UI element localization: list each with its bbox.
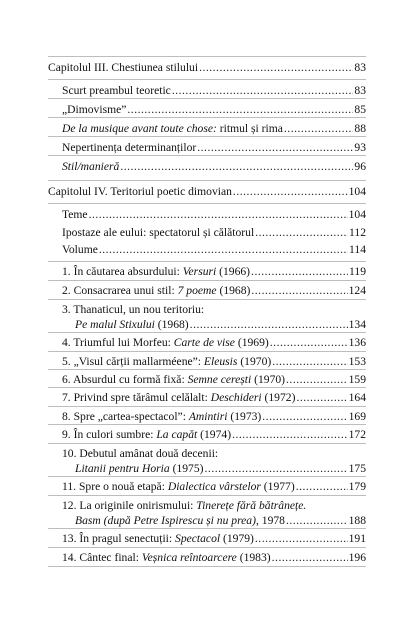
entry-title [62,336,269,350]
entry-title-year: (1966) [216,265,251,278]
page-number: 85 [354,103,366,116]
entry-title-year: (1974) [197,428,232,441]
dot-leader [272,355,347,369]
page-number: 96 [354,160,366,173]
entry-title-rest: ritmul și rima [216,122,283,135]
dot-leader [251,265,348,279]
page-number: 134 [348,318,366,331]
entry-title [62,428,231,442]
entry-title [62,122,283,136]
toc-entry[interactable] [62,391,366,405]
entry-title [62,284,250,298]
dot-leader [197,141,353,155]
entry-title-italic: La capăt [156,428,198,441]
entry-title-line2 [75,514,285,528]
separator-line [48,299,366,300]
toc-entry[interactable] [62,243,366,257]
toc-entry[interactable] [62,265,366,279]
entry-title-line1: 10. Debutul amânat două decenii: [62,447,219,460]
entry-title-italic: Tinerețe fără bătrânețe. [196,499,307,512]
dot-leader [120,160,353,174]
entry-title-year: (1983) [236,551,271,564]
dot-leader [190,318,348,332]
toc-entry[interactable] [62,410,366,424]
chapter-3-entry[interactable] [48,61,366,75]
entry-title-prefix: 8. Spre „cartea-spectacol”: [62,410,189,423]
dot-leader [205,462,348,476]
page-number: 119 [349,265,366,278]
entry-title-year: (1970) [251,373,286,386]
page-number: 179 [348,480,366,493]
toc-entry[interactable] [62,428,366,442]
separator-line [48,476,366,477]
separator-line [48,547,366,548]
entry-title-line1: 3. Thanaticul, un nou teritoriu: [62,303,205,316]
entry-title-italic: Semne cerești [187,373,252,386]
dot-leader [255,226,348,240]
toc-entry[interactable] [62,480,366,494]
page-number: 112 [349,226,366,239]
toc-entry[interactable] [62,355,366,369]
page-number: 172 [348,428,366,441]
page-number: 159 [348,373,366,386]
entry-title [62,410,261,424]
entry-title-italic: Versuri [182,265,217,278]
entry-title [62,265,250,279]
separator-line [48,332,366,333]
page-number: 93 [354,141,366,154]
separator-line [48,528,366,529]
dot-leader [172,84,354,98]
entry-title: Scurt preambul teoretic [62,84,171,97]
page-number: 153 [348,355,366,368]
dot-leader [296,480,348,494]
toc-entry[interactable] [62,141,366,155]
entry-title-prefix: 4. Triumful lui Morfeu: [62,336,174,349]
entry-title-italic: Dialectica vârstelor [167,480,261,493]
entry-title-prefix: 7. Privind spre tărâmul celălalt: [62,391,211,404]
dot-leader [99,243,348,257]
entry-title [62,160,119,174]
chapter-title: Capitolul IV. Teritoriul poetic dimovian [48,185,232,198]
dot-leader [262,410,347,424]
entry-title-prefix: 9. În culori sumbre: [62,428,157,441]
entry-title-year: (1969) [234,336,269,349]
entry-title-prefix: 12. La originile onirismului: [62,499,197,512]
separator-line [48,56,366,57]
entry-title-line2 [75,462,204,476]
separator-line [48,155,366,156]
entry-title-prefix: 13. În pragul senectuții: [62,532,176,545]
dot-leader [286,514,348,528]
entry-title-italic: Litanii pentru Horia [75,462,170,475]
separator-line [48,261,366,262]
entry-title-year: (1979) [220,532,254,545]
toc-entry[interactable] [62,336,366,350]
separator-line [48,203,366,204]
separator-line [48,443,366,444]
separator-line [48,406,366,407]
separator-line [48,136,366,137]
entry-title-year: (1972) [261,391,296,404]
toc-entry[interactable] [62,208,366,222]
page-number: 164 [348,391,366,404]
entry-title-italic: De la musique avant toute chose: [62,122,217,135]
entry-title [62,480,295,494]
dot-leader [270,336,348,350]
entry-title: Nepertinența determinanților [62,141,197,154]
toc-entry[interactable] [75,462,366,476]
separator-line [48,424,366,425]
entry-title: Volume [62,243,98,256]
entry-title [62,551,271,565]
page-number: 136 [348,336,366,349]
entry-title [62,373,285,387]
entry-title: Ipostaze ale eului: spectatorul și călătorul [62,226,255,239]
separator-line [48,495,366,496]
entry-title-year: (1975) [169,462,204,475]
entry-title-line2 [75,318,189,332]
page-number: 83 [354,61,366,74]
entry-title: Teme [62,208,88,221]
dot-leader [232,428,348,442]
entry-title-italic: Basm (după Petre Ispirescu și nu prea) [75,514,256,527]
separator-line [48,369,366,370]
page-number: 104 [348,208,366,221]
entry-title-year: (1973) [227,410,262,423]
toc-entry[interactable] [75,514,366,528]
entry-title-year: (1968) [154,318,189,331]
page-number: 114 [349,243,366,256]
dot-leader [251,284,347,298]
dot-leader [296,391,347,405]
dot-leader [286,373,348,387]
toc-entry[interactable] [62,103,366,117]
toc-entry[interactable] [62,226,366,240]
entry-title-italic: Spectacol [175,532,221,545]
separator-line [48,280,366,281]
page-number: 169 [348,410,366,423]
page-number: 188 [348,514,366,527]
entry-title-prefix: 2. Consacrarea unui stil: [62,284,178,297]
entry-title-prefix: 14. Cântec final: [62,551,142,564]
separator-line [48,387,366,388]
entry-title-year: (1977) [260,480,295,493]
page-number: 88 [354,122,366,135]
toc-entry[interactable] [75,318,366,332]
separator-line [48,351,366,352]
toc-entry[interactable] [62,284,366,298]
entry-title-prefix: 6. Absurdul cu formă fixă: [62,373,188,386]
entry-title-year: , 1978 [255,514,285,527]
dot-leader [127,103,353,117]
page-number: 191 [348,532,366,545]
separator-line [48,79,366,80]
entry-title-prefix: 5. „Visul cărții mallarméene”: [62,355,204,368]
toc-entry[interactable] [62,160,366,174]
entry-title-year: (1968) [216,284,251,297]
separator-line [48,566,366,567]
toc-entry[interactable] [62,551,366,565]
entry-title-line1 [62,499,306,513]
page-number: 83 [354,84,366,97]
separator-line [48,98,366,99]
chapter-4-entry[interactable] [48,185,366,199]
entry-title-italic: Pe malul Stixului [75,318,155,331]
dot-leader [255,532,348,546]
toc-entry[interactable] [62,122,366,136]
entry-title-year: (1970) [237,355,272,368]
entry-title [62,355,271,369]
dot-leader [89,208,348,222]
entry-title-italic: Carte de vise [173,336,235,349]
entry-title-italic: Amintiri [188,410,228,423]
dot-leader [284,122,354,136]
entry-title [62,391,295,405]
entry-title-italic: Eleusis [203,355,238,368]
entry-title-italic: Deschideri [210,391,262,404]
page-number: 196 [348,551,366,564]
toc-entry[interactable] [62,84,366,98]
toc-entry[interactable] [62,373,366,387]
separator-line [48,180,366,181]
dot-leader [233,185,348,199]
dot-leader [272,551,348,565]
entry-title-italic: Stil/manieră [62,160,120,173]
page-number: 124 [348,284,366,297]
entry-title-italic: 7 poeme [177,284,217,297]
page-number: 104 [348,185,366,198]
dot-leader [199,61,353,75]
chapter-title: Capitolul III. Chestiunea stilului [48,61,199,74]
toc-entry[interactable] [62,532,366,546]
entry-title-italic: Veșnica reîntoarcere [141,551,237,564]
entry-title-prefix: 1. În căutarea absurdului: [62,265,183,278]
entry-title [62,532,254,546]
page-number: 175 [348,462,366,475]
separator-line [48,117,366,118]
entry-title: „Dimovisme” [62,103,127,116]
entry-title-prefix: 11. Spre o nouă etapă: [62,480,168,493]
